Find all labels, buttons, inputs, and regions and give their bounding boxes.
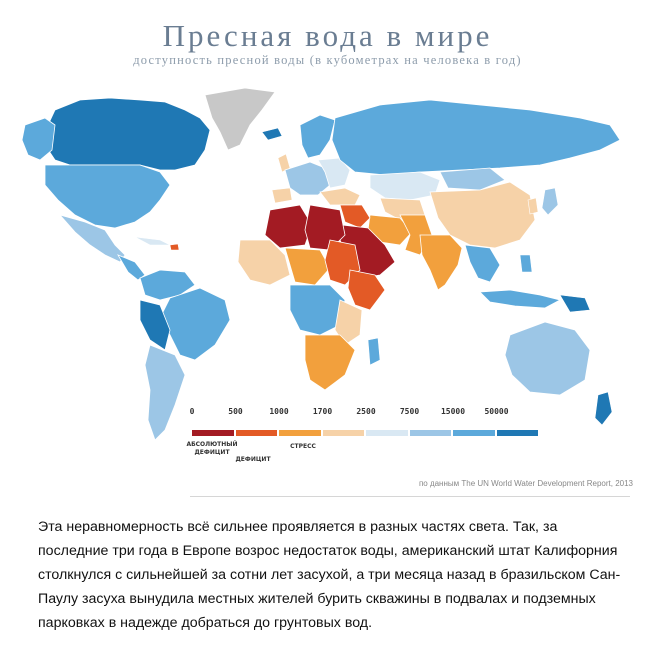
region-sahel xyxy=(285,248,330,285)
world-map xyxy=(0,70,655,450)
legend-label-deficit: ДЕФИЦИТ xyxy=(235,456,271,463)
region-southern-africa xyxy=(305,335,355,390)
legend-tick: 0 xyxy=(189,407,195,416)
legend-tick: 50000 xyxy=(484,407,509,416)
legend-label-absolute-line1: АБСОЛЮТНЫЙ xyxy=(186,441,238,448)
region-spain xyxy=(272,188,292,203)
legend-tick: 1000 xyxy=(269,407,289,416)
region-horn-africa xyxy=(348,270,385,310)
legend-label-absolute-line2: ДЕФИЦИТ xyxy=(194,449,230,456)
page-subtitle: доступность пресной воды (в кубометрах на человека в год) xyxy=(133,53,522,67)
legend-label-stress: СТРЕСС xyxy=(290,443,316,450)
legend-tick: 15000 xyxy=(440,407,466,416)
region-australia xyxy=(505,322,590,395)
region-indonesia xyxy=(480,290,560,308)
page-title: Пресная вода в мире xyxy=(162,18,493,53)
legend-tick: 2500 xyxy=(356,407,376,416)
region-southeast-asia xyxy=(465,245,500,282)
region-new-zealand xyxy=(595,392,612,425)
region-haiti xyxy=(170,244,179,250)
region-iceland xyxy=(262,128,282,140)
region-greenland xyxy=(205,88,275,150)
region-central-america xyxy=(118,255,145,280)
article-paragraph: Эта неравномерность всё сильнее проявляется в разных частях света. Так, за последние три года в Европе возрос недостаток воды, американский штат Калифорния столкнулся с сильнейшей за сотни лет засухой, а три месяца назад в бразильском Сан-Паулу засуха вынудила местных жителей бурить скважины в подвалах и подземных парковках в надежде добраться до грунтовых вод. xyxy=(38,519,621,631)
region-india xyxy=(420,235,462,290)
region-korea xyxy=(528,198,538,214)
legend-tick: 1700 xyxy=(312,407,333,416)
region-russia xyxy=(332,100,620,175)
region-argentina-chile xyxy=(145,345,185,440)
source-note: по данным The UN World Water Development Report, 2013 xyxy=(418,479,633,488)
region-brazil xyxy=(160,288,230,360)
region-balkans-turkey xyxy=(320,188,360,205)
region-cuba xyxy=(135,237,170,245)
region-kazakhstan xyxy=(370,172,440,200)
region-japan xyxy=(542,188,558,215)
legend-tick: 7500 xyxy=(399,407,420,416)
divider xyxy=(190,496,630,497)
region-madagascar xyxy=(368,338,380,365)
region-canada xyxy=(45,98,210,170)
legend-tick: 500 xyxy=(228,407,243,416)
region-png xyxy=(560,295,590,312)
region-alaska xyxy=(22,118,55,160)
region-philippines xyxy=(520,255,532,272)
region-iraq-syria xyxy=(340,205,370,228)
region-scandinavia xyxy=(300,115,335,158)
